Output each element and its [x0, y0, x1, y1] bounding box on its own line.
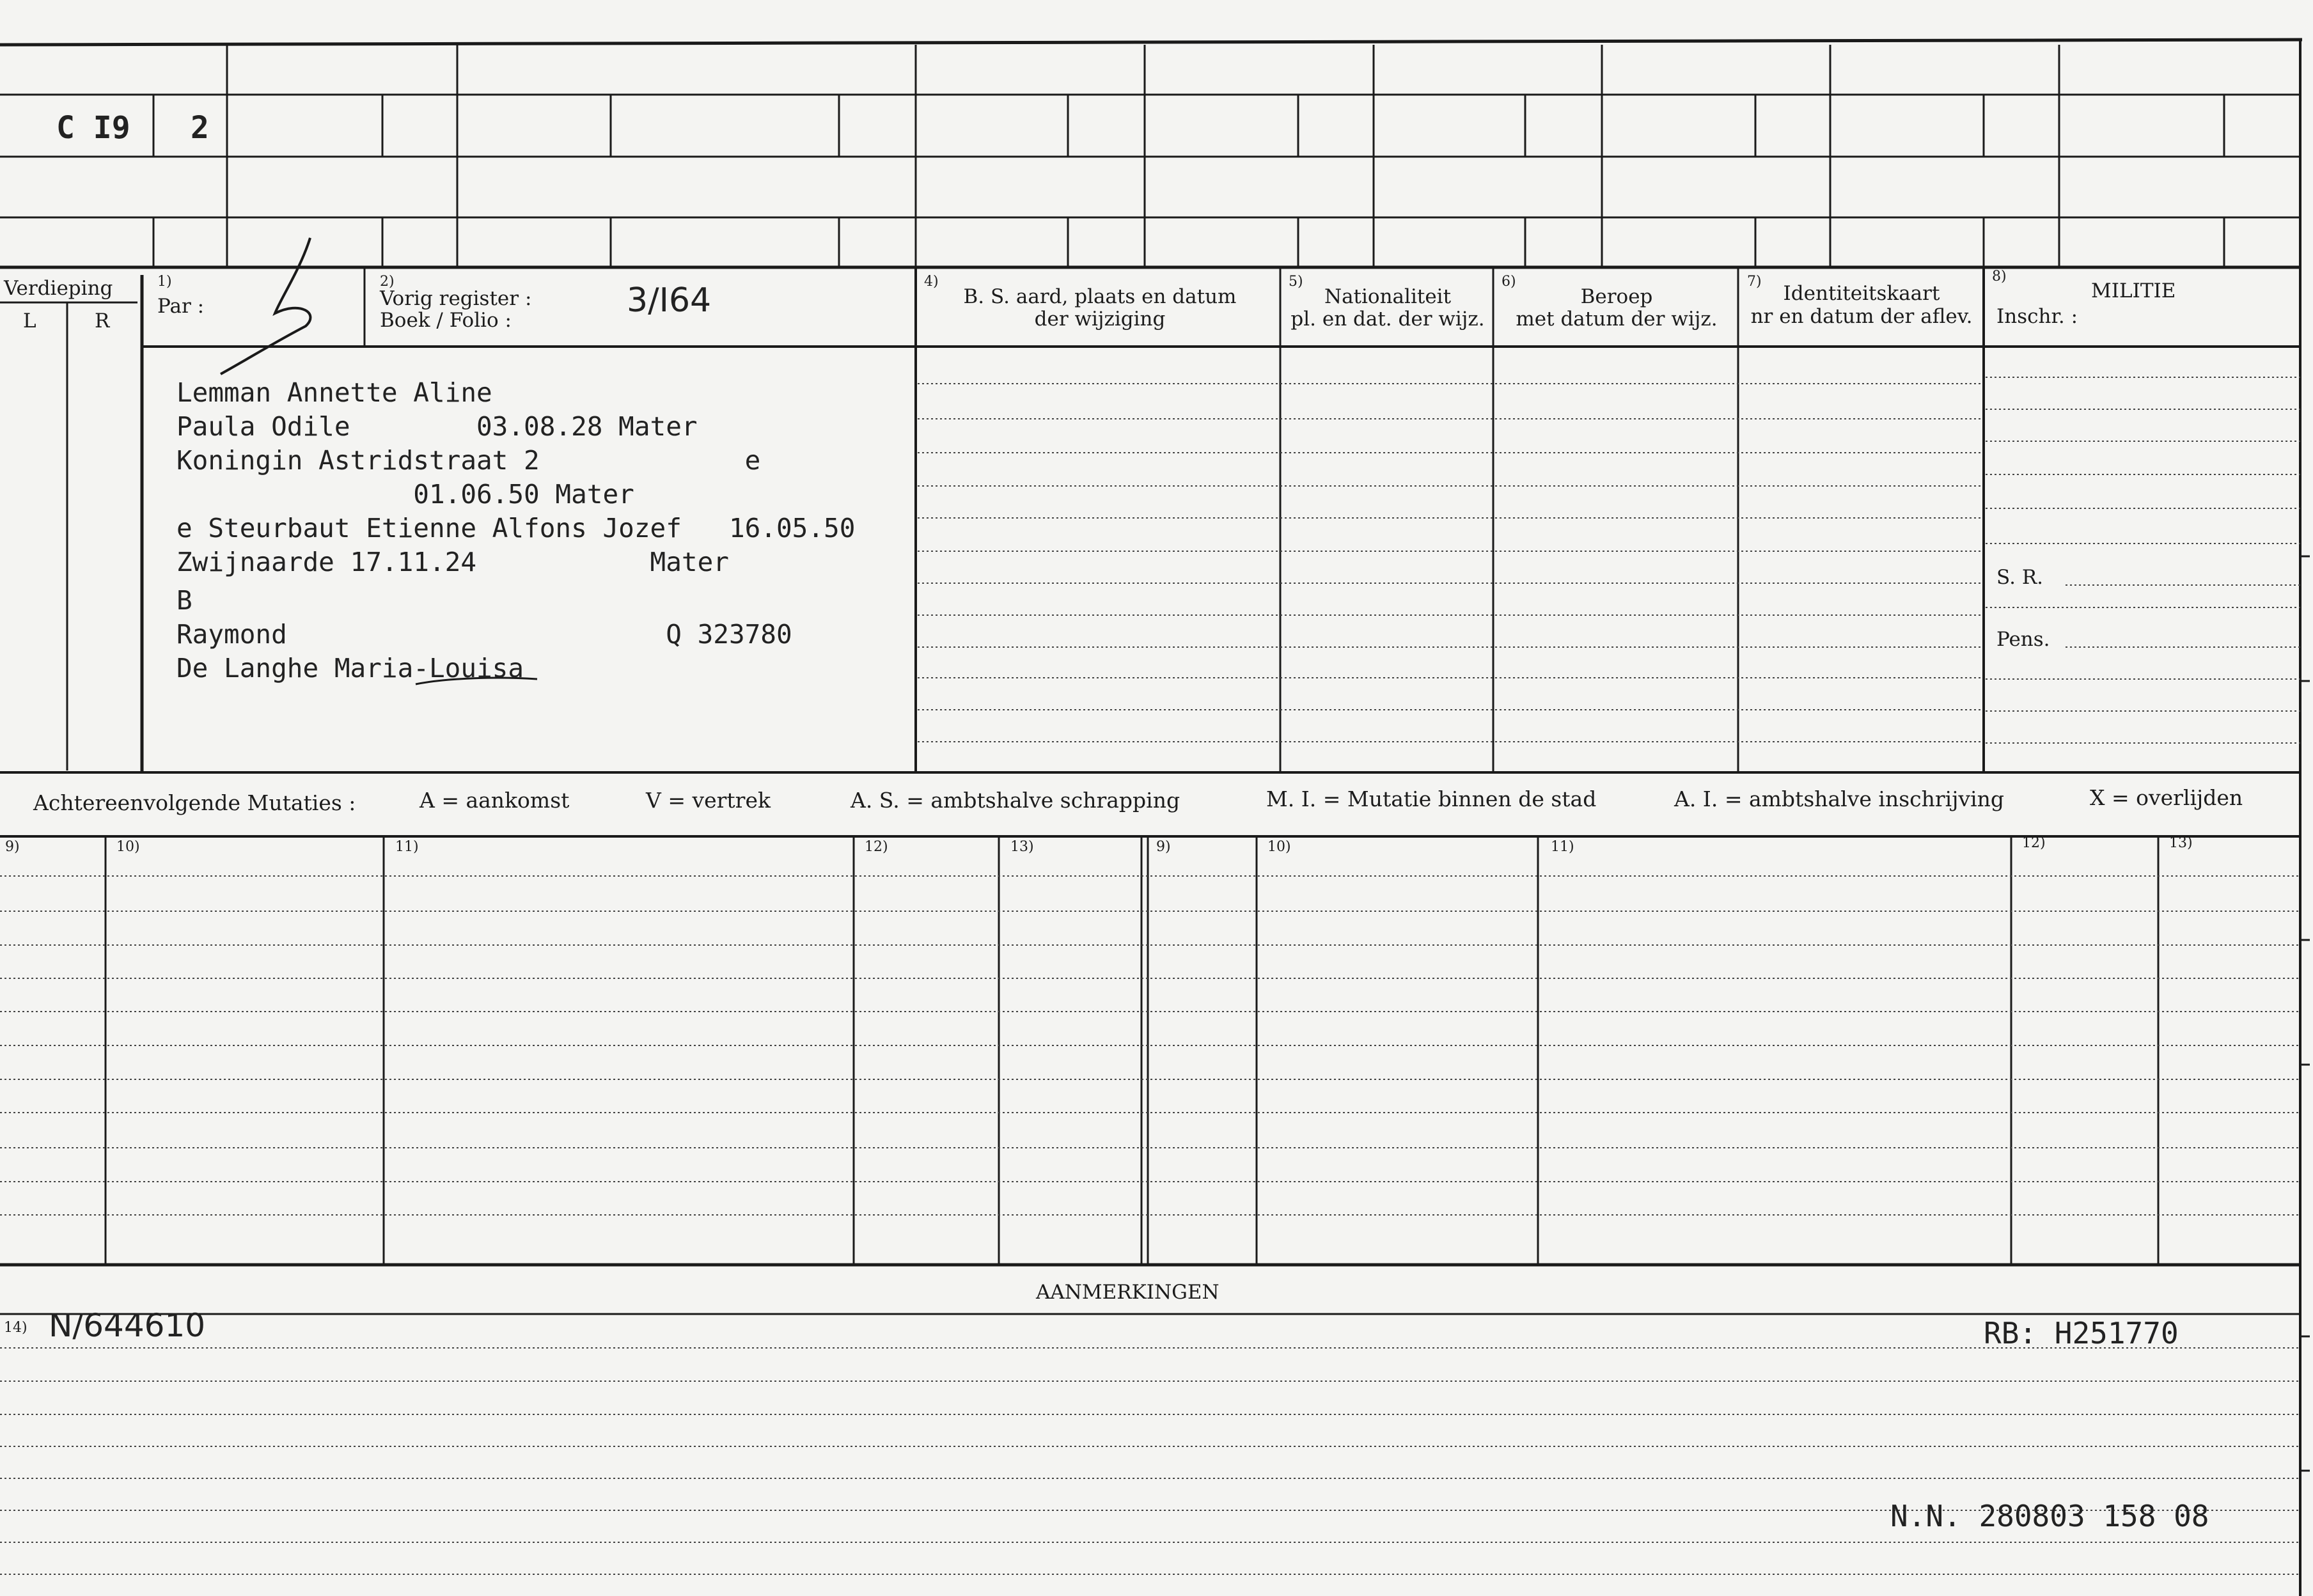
mutation-col9-left: 9): [5, 839, 20, 855]
mutation-col12-right: 12): [2022, 835, 2046, 851]
boek-folio-label: Boek / Folio :: [380, 309, 512, 332]
par-label: Par :: [157, 295, 205, 318]
record-line-3: Koningin Astridstraat 2 e: [176, 445, 761, 476]
militie-label: MILITIE: [2091, 279, 2176, 302]
record-line-9: De Langhe Maria-Louisa: [176, 653, 524, 684]
col4-number: 4): [924, 274, 939, 290]
legend-mutatie-binnen-stad: M. I. = Mutatie binnen de stad: [1266, 786, 1597, 811]
mutation-col13-right: 13): [2169, 835, 2193, 851]
col4-header-line1: B. S. aard, plaats en datum: [963, 285, 1237, 308]
record-line-6: Zwijnaarde 17.11.24 Mater: [176, 547, 729, 577]
verdieping-r-label: R: [95, 309, 110, 332]
col4-header-line2: der wijziging: [1034, 308, 1166, 331]
mutation-col11-right: 11): [1551, 839, 1574, 855]
vorig-register-label: Vorig register :: [380, 287, 532, 310]
mutation-col9-right: 9): [1156, 839, 1171, 855]
remarks-number: 14): [4, 1320, 27, 1336]
record-line-7: B: [176, 585, 192, 616]
col1-number: 1): [157, 274, 172, 290]
col6-header-line1: Beroep: [1580, 285, 1653, 308]
legend-ambtshalve-inschrijving: A. I. = ambtshalve inschrijving: [1674, 786, 2005, 811]
legend-overlijden: X = overlijden: [2090, 785, 2243, 810]
legend-ambtshalve-schrapping: A. S. = ambtshalve schrapping: [851, 788, 1180, 813]
mutation-col11-left: 11): [395, 839, 419, 855]
mutation-col10-right: 10): [1267, 839, 1291, 855]
col7-header-line2: nr en datum der aflev.: [1750, 305, 1973, 328]
col7-number: 7): [1747, 274, 1762, 290]
par-handwritten-mark: [221, 238, 310, 374]
col6-number: 6): [1501, 274, 1516, 290]
remarks-nr: N/644610: [49, 1307, 206, 1344]
remarks-title: AANMERKINGEN: [1036, 1281, 1219, 1304]
mutations-legend-title: Achtereenvolgende Mutaties :: [33, 790, 356, 815]
pens-label: Pens.: [1996, 628, 2050, 651]
card-code-left: C I9: [56, 110, 130, 146]
col8-number: 8): [1992, 269, 2007, 285]
record-line-1: Lemman Annette Aline: [176, 377, 492, 408]
col6-header-line2: met datum der wijz.: [1516, 308, 1718, 331]
inschr-label: Inschr. :: [1996, 305, 2078, 328]
verdieping-l-label: L: [23, 309, 36, 332]
card-code-right: 2: [191, 110, 209, 146]
remarks-nn: N.N. 280803 158 08: [1890, 1499, 2209, 1533]
col5-header-line1: Nationaliteit: [1324, 285, 1452, 308]
mutation-col10-left: 10): [116, 839, 140, 855]
legend-vertrek: V = vertrek: [646, 788, 771, 813]
vorig-register-value: 3/I64: [627, 281, 712, 320]
mutation-col13-left: 13): [1010, 839, 1034, 855]
sr-label: S. R.: [1996, 566, 2044, 589]
record-line-5: e Steurbaut Etienne Alfons Jozef 16.05.50: [176, 513, 856, 544]
record-line-2: Paula Odile 03.08.28 Mater: [176, 411, 698, 442]
record-line-4: 01.06.50 Mater: [176, 479, 634, 510]
col7-header-line1: Identiteitskaart: [1783, 282, 1940, 305]
remarks-rb: RB: H251770: [1984, 1316, 2179, 1350]
col5-number: 5): [1289, 274, 1303, 290]
col5-header-line2: pl. en dat. der wijz.: [1290, 308, 1485, 331]
record-line-8: Raymond Q 323780: [176, 619, 792, 650]
col2-number: 2): [380, 274, 395, 290]
verdieping-label: Verdieping: [4, 277, 113, 300]
legend-aankomst: A = aankomst: [419, 788, 570, 813]
mutation-col12-left: 12): [865, 839, 888, 855]
